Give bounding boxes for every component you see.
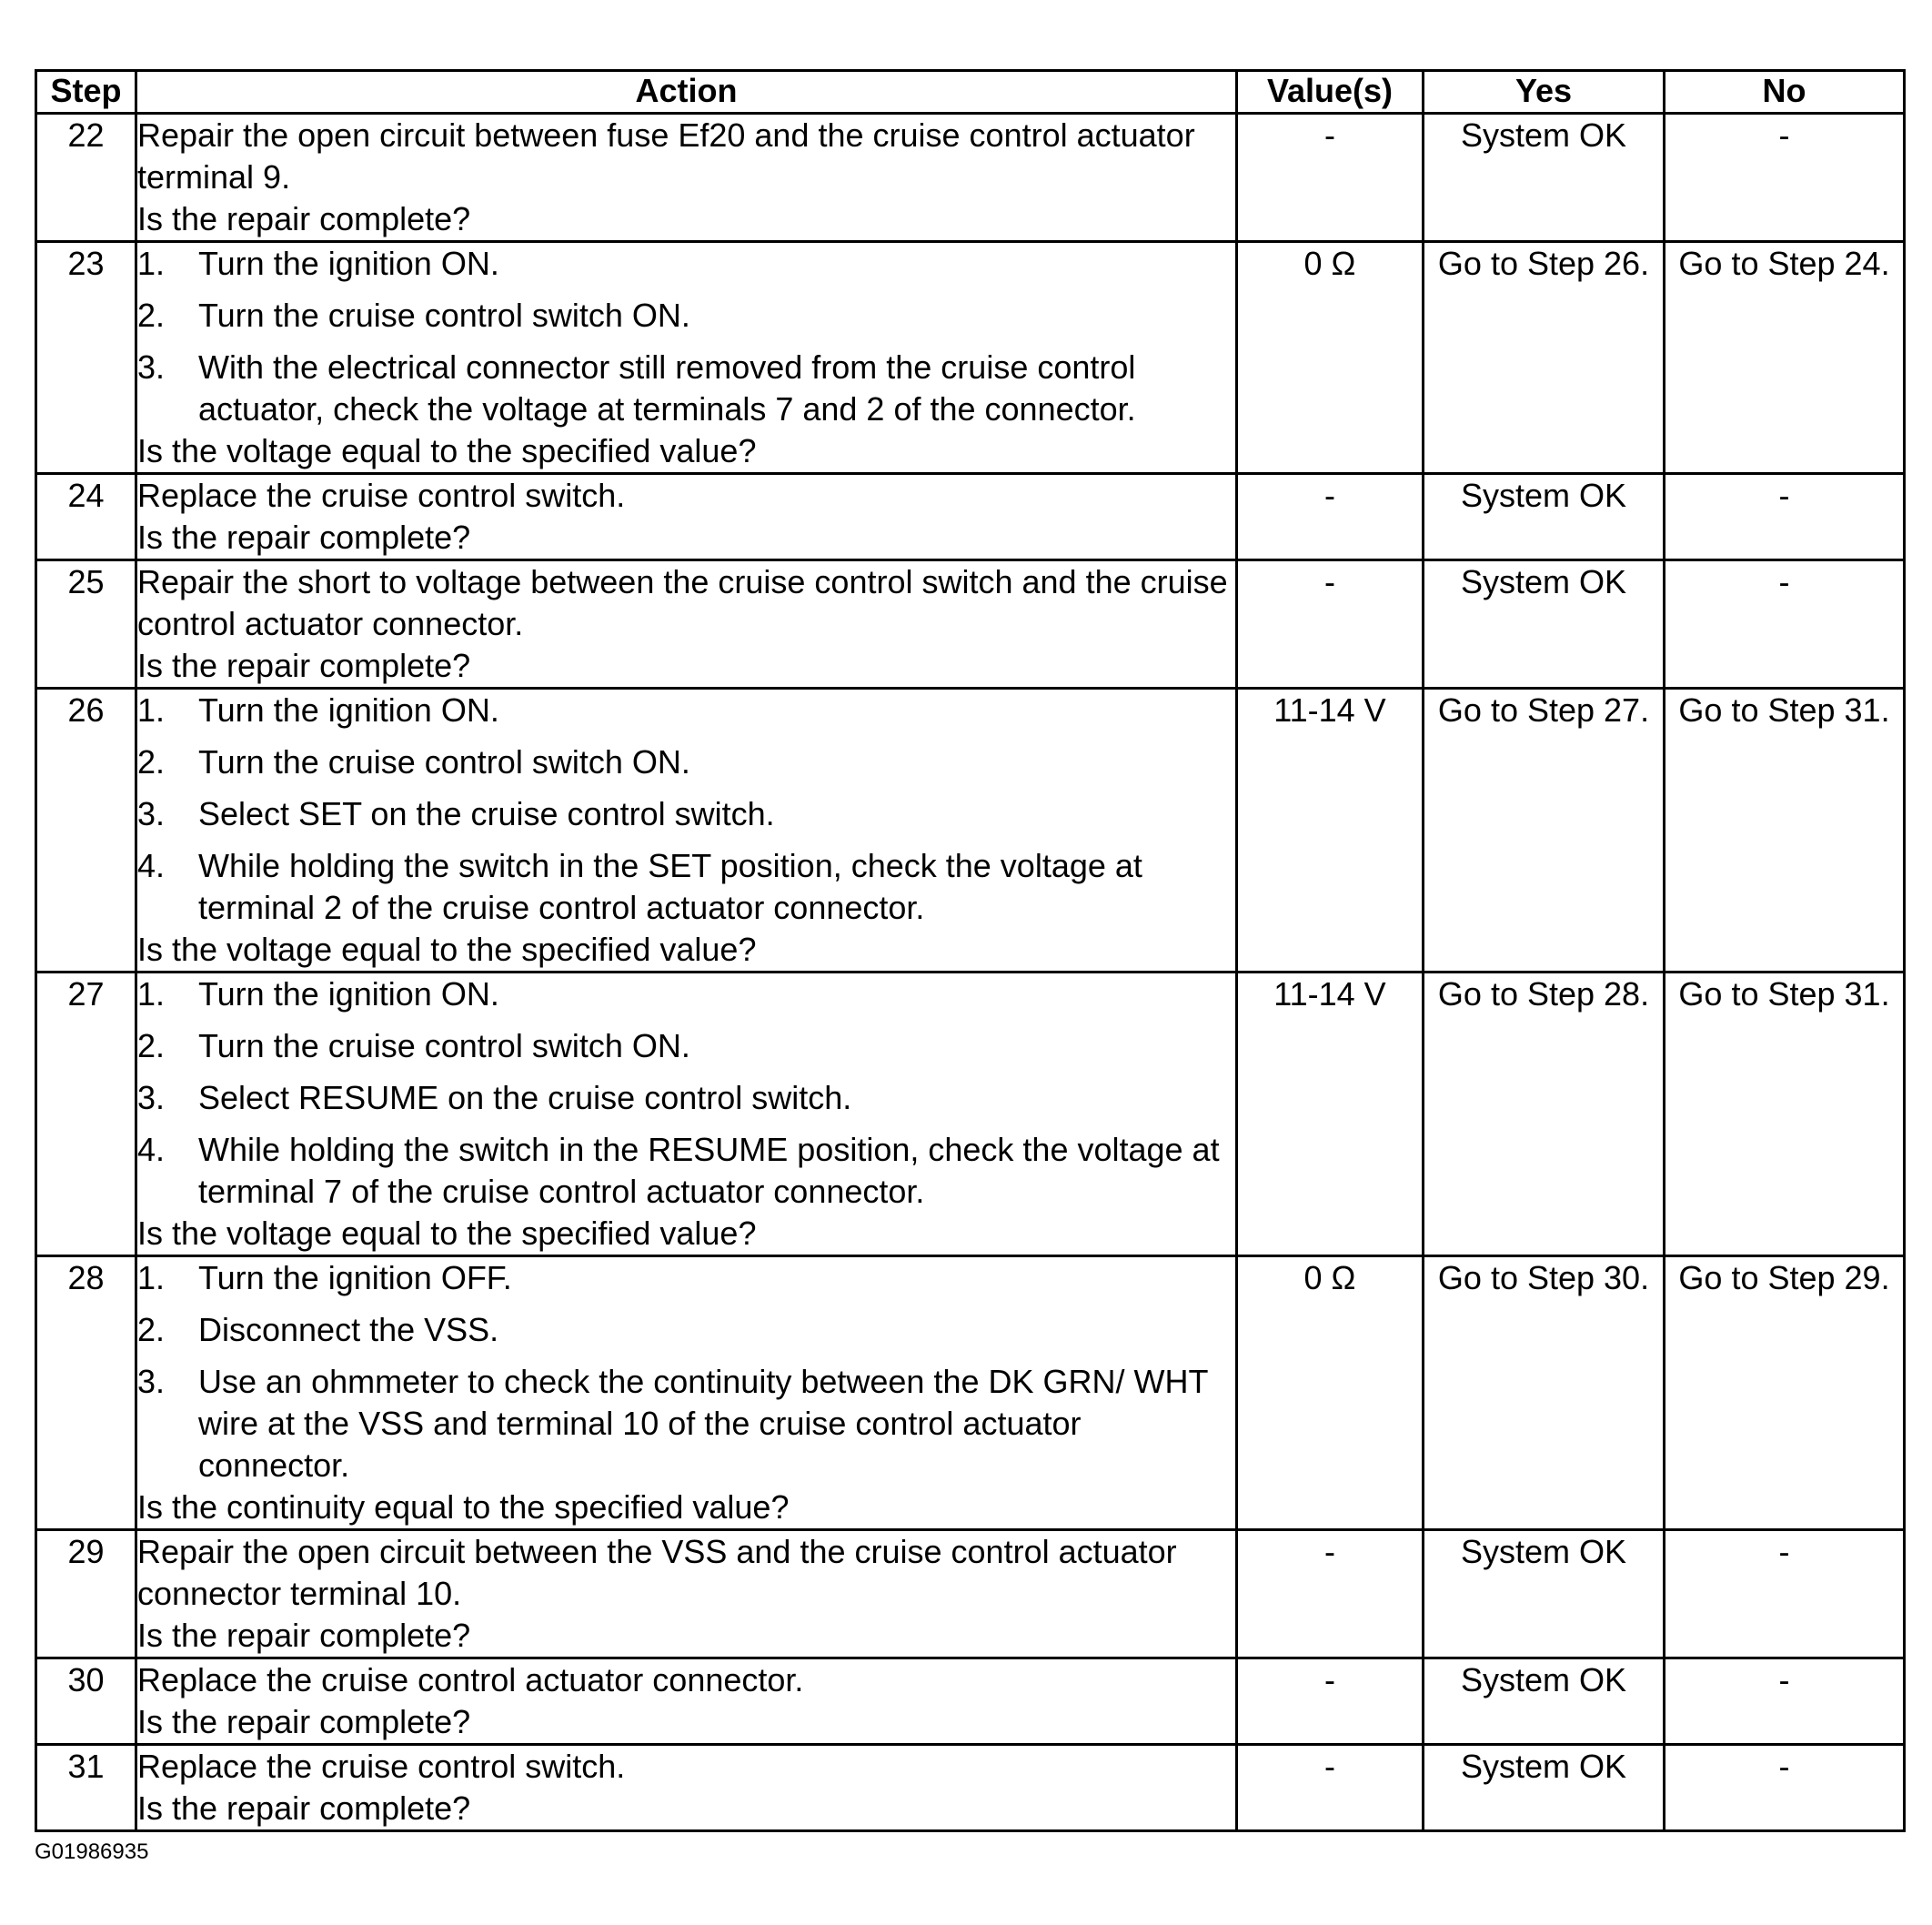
action-text: Replace the cruise control switch. bbox=[137, 1748, 626, 1785]
yes-cell: System OK bbox=[1424, 560, 1665, 689]
diagnostic-table bbox=[35, 69, 1906, 1832]
action-cell bbox=[136, 1256, 1237, 1530]
action-step-number: 2. bbox=[137, 1027, 166, 1064]
header-action: Action bbox=[136, 71, 1237, 114]
action-cell bbox=[136, 689, 1237, 973]
yes-cell: Go to Step 26. bbox=[1424, 242, 1665, 474]
action-step-item bbox=[137, 793, 1235, 835]
value-cell: 0 Ω bbox=[1237, 242, 1424, 474]
action-step-item bbox=[137, 1025, 1235, 1067]
value-cell: - bbox=[1237, 474, 1424, 560]
step-cell: 27 bbox=[36, 973, 136, 1256]
header-step: Step bbox=[36, 71, 136, 114]
action-cell bbox=[136, 1530, 1237, 1658]
action-step-text: Select SET on the cruise control switch. bbox=[198, 795, 775, 832]
action-step-item bbox=[137, 741, 1235, 783]
action-question: Is the repair complete? bbox=[137, 647, 471, 684]
action-question: Is the repair complete? bbox=[137, 200, 471, 237]
no-cell: - bbox=[1665, 1658, 1905, 1745]
action-step-text: Turn the ignition OFF. bbox=[198, 1259, 512, 1296]
action-step-text: Turn the ignition ON. bbox=[198, 245, 499, 282]
action-question: Is the repair complete? bbox=[137, 1617, 471, 1654]
action-question: Is the voltage equal to the specified value? bbox=[137, 432, 757, 469]
no-cell: Go to Step 31. bbox=[1665, 973, 1905, 1256]
no-cell: - bbox=[1665, 560, 1905, 689]
action-cell bbox=[136, 114, 1237, 242]
action-step-number: 1. bbox=[137, 1259, 166, 1296]
action-step-number: 2. bbox=[137, 297, 166, 334]
action-cell bbox=[136, 242, 1237, 474]
yes-cell: System OK bbox=[1424, 474, 1665, 560]
action-step-item bbox=[137, 690, 1235, 731]
step-cell: 24 bbox=[36, 474, 136, 560]
step-cell: 25 bbox=[36, 560, 136, 689]
header-values: Value(s) bbox=[1237, 71, 1424, 114]
table-row bbox=[36, 973, 1905, 1256]
action-step-item bbox=[137, 1361, 1235, 1487]
no-cell: Go to Step 31. bbox=[1665, 689, 1905, 973]
action-step-item bbox=[137, 347, 1235, 430]
action-step-number: 1. bbox=[137, 245, 166, 282]
value-cell: 0 Ω bbox=[1237, 1256, 1424, 1530]
no-cell: - bbox=[1665, 1530, 1905, 1658]
step-cell: 28 bbox=[36, 1256, 136, 1530]
action-cell bbox=[136, 1658, 1237, 1745]
action-text: Repair the open circuit between the VSS and the cruise control actuator connector terminal 10. bbox=[137, 1533, 1177, 1612]
yes-cell: System OK bbox=[1424, 1530, 1665, 1658]
action-step-text: Disconnect the VSS. bbox=[198, 1311, 499, 1348]
header-row bbox=[36, 71, 1905, 114]
action-step-text: With the electrical connector still removed from the cruise control actuator, check the voltage at terminals 7 and 2 of the connector. bbox=[198, 348, 1136, 428]
table-row bbox=[36, 1745, 1905, 1831]
table-body bbox=[36, 114, 1905, 1831]
table-row bbox=[36, 1530, 1905, 1658]
value-cell: - bbox=[1237, 114, 1424, 242]
yes-cell: Go to Step 30. bbox=[1424, 1256, 1665, 1530]
action-question: Is the repair complete? bbox=[137, 519, 471, 556]
table-row bbox=[36, 560, 1905, 689]
no-cell: - bbox=[1665, 474, 1905, 560]
value-cell: 11-14 V bbox=[1237, 689, 1424, 973]
no-cell: Go to Step 29. bbox=[1665, 1256, 1905, 1530]
action-step-item bbox=[137, 243, 1235, 285]
table-row bbox=[36, 689, 1905, 973]
step-cell: 31 bbox=[36, 1745, 136, 1831]
step-cell: 22 bbox=[36, 114, 136, 242]
action-step-number: 3. bbox=[137, 1079, 166, 1116]
no-cell: - bbox=[1665, 114, 1905, 242]
action-step-number: 3. bbox=[137, 1363, 166, 1400]
action-step-text: While holding the switch in the SET position, check the voltage at terminal 2 of the cruise control actuator connector. bbox=[198, 847, 1142, 926]
action-step-number: 4. bbox=[137, 847, 166, 884]
action-step-text: Turn the cruise control switch ON. bbox=[198, 297, 690, 334]
action-step-item bbox=[137, 973, 1235, 1015]
yes-cell: System OK bbox=[1424, 1658, 1665, 1745]
action-question: Is the voltage equal to the specified value? bbox=[137, 1214, 757, 1252]
action-question: Is the continuity equal to the specified value? bbox=[137, 1488, 790, 1526]
table-row bbox=[36, 1658, 1905, 1745]
action-question: Is the voltage equal to the specified value? bbox=[137, 931, 757, 968]
action-question: Is the repair complete? bbox=[137, 1703, 471, 1740]
value-cell: - bbox=[1237, 1745, 1424, 1831]
action-step-text: Turn the cruise control switch ON. bbox=[198, 1027, 690, 1064]
value-cell: - bbox=[1237, 1658, 1424, 1745]
action-cell bbox=[136, 1745, 1237, 1831]
action-text: Repair the open circuit between fuse Ef20 and the cruise control actuator terminal 9. bbox=[137, 116, 1195, 196]
no-cell: - bbox=[1665, 1745, 1905, 1831]
action-step-item bbox=[137, 1257, 1235, 1299]
table-row bbox=[36, 1256, 1905, 1530]
value-cell: 11-14 V bbox=[1237, 973, 1424, 1256]
action-text: Replace the cruise control actuator connector. bbox=[137, 1661, 804, 1698]
action-step-item bbox=[137, 845, 1235, 929]
header-yes: Yes bbox=[1424, 71, 1665, 114]
action-step-text: While holding the switch in the RESUME position, check the voltage at terminal 7 of the cruise control actuator connector. bbox=[198, 1131, 1220, 1210]
table-row bbox=[36, 114, 1905, 242]
value-cell: - bbox=[1237, 1530, 1424, 1658]
yes-cell: Go to Step 28. bbox=[1424, 973, 1665, 1256]
action-step-text: Use an ohmmeter to check the continuity between the DK GRN/ WHT wire at the VSS and terminal 10 of the cruise control actuator connector. bbox=[198, 1363, 1208, 1484]
table-row bbox=[36, 242, 1905, 474]
action-step-number: 2. bbox=[137, 743, 166, 781]
action-cell bbox=[136, 973, 1237, 1256]
action-step-text: Turn the cruise control switch ON. bbox=[198, 743, 690, 781]
action-step-text: Turn the ignition ON. bbox=[198, 975, 499, 1013]
action-step-text: Turn the ignition ON. bbox=[198, 691, 499, 729]
action-text: Repair the short to voltage between the cruise control switch and the cruise control actuator connector. bbox=[137, 563, 1228, 642]
action-step-number: 3. bbox=[137, 348, 166, 386]
action-step-item bbox=[137, 1129, 1235, 1213]
step-cell: 26 bbox=[36, 689, 136, 973]
action-step-number: 1. bbox=[137, 691, 166, 729]
table-row bbox=[36, 474, 1905, 560]
action-step-item bbox=[137, 1077, 1235, 1119]
figure-id: G01986935 bbox=[35, 1839, 149, 1864]
header-no: No bbox=[1665, 71, 1905, 114]
value-cell: - bbox=[1237, 560, 1424, 689]
step-cell: 29 bbox=[36, 1530, 136, 1658]
action-step-number: 4. bbox=[137, 1131, 166, 1168]
step-cell: 23 bbox=[36, 242, 136, 474]
action-step-number: 2. bbox=[137, 1311, 166, 1348]
action-step-number: 1. bbox=[137, 975, 166, 1013]
action-step-item bbox=[137, 295, 1235, 337]
action-cell bbox=[136, 560, 1237, 689]
action-step-number: 3. bbox=[137, 795, 166, 832]
action-step-text: Select RESUME on the cruise control switch. bbox=[198, 1079, 852, 1116]
step-cell: 30 bbox=[36, 1658, 136, 1745]
yes-cell: System OK bbox=[1424, 114, 1665, 242]
action-step-item bbox=[137, 1309, 1235, 1351]
yes-cell: System OK bbox=[1424, 1745, 1665, 1831]
action-cell bbox=[136, 474, 1237, 560]
action-text: Replace the cruise control switch. bbox=[137, 477, 626, 514]
yes-cell: Go to Step 27. bbox=[1424, 689, 1665, 973]
action-question: Is the repair complete? bbox=[137, 1789, 471, 1827]
no-cell: Go to Step 24. bbox=[1665, 242, 1905, 474]
